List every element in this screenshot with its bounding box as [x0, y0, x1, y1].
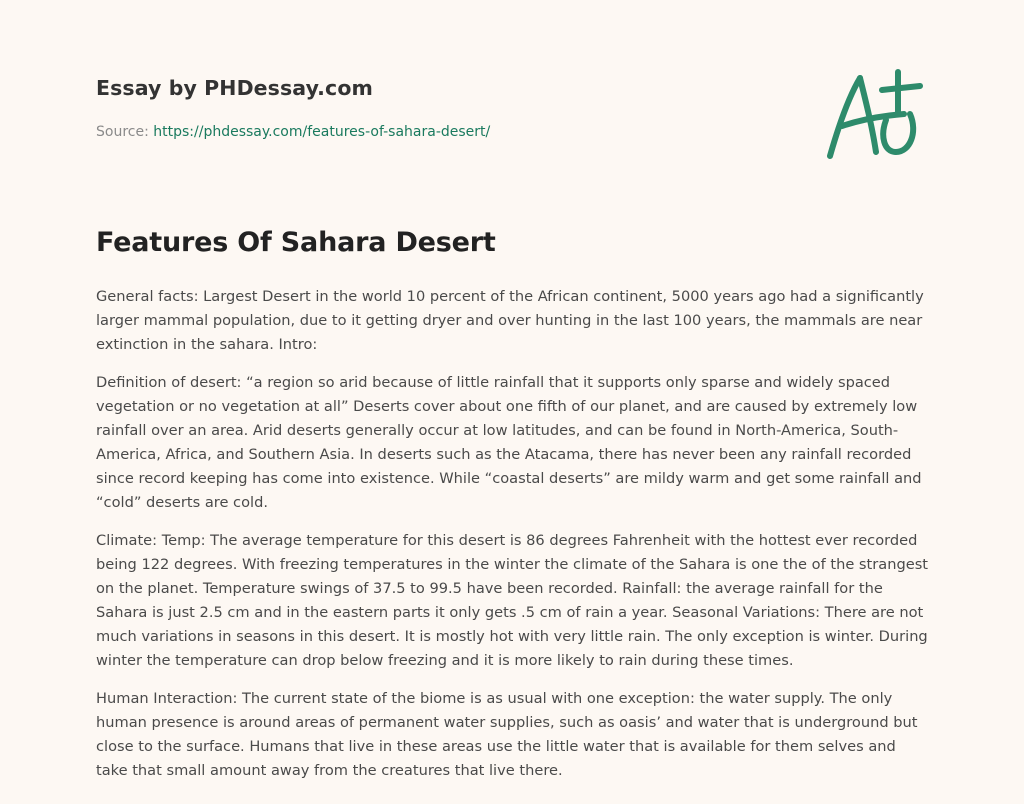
paragraph-general-facts: General facts: Largest Desert in the world 10 percent of the African continent, 5000 years ago had a significantly larger mammal population, due to it getting dryer and over hunting in the last 100 years, the mammals are near extinction in the sahara. Intro:: [96, 288, 924, 354]
essay-body: [96, 285, 930, 797]
source-link[interactable]: https://phdessay.com/features-of-sahara-desert/: [153, 124, 491, 140]
paragraph-definition: Definition of desert: “a region so arid because of little rainfall that it supports only sparse and widely spaced vegetation or no vegetation at all” Deserts cover about one fifth of our planet, and are caused by extremely low rainfall over an area. Arid deserts generally occur at low latitudes, and can be found in North-America, South-America, Africa, and Southern Asia. In deserts such as the Atacama, there has never been any rainfall recorded since record keeping has come into existence. While “coastal deserts” are mildy warm and get some rainfall and “cold” deserts are cold.: [96, 373, 922, 512]
paragraph-climate: Climate: Temp: The average temperature for this desert is 86 degrees Fahrenheit with the hottest ever recorded being 122 degrees. With freezing temperatures in the winter the climate of the Sahara is one the of the strangest on the planet. Temperature swings of 37.5 to 99.5 have been recorded. Rainfall: the average rainfall for the Sahara is just 2.5 cm and in the eastern parts it only gets .5 cm of rain a year. Seasonal Variations: There are not much variations in seasons in this desert. It is mostly hot with very little rain. The only exception is winter. During winter the temperature can drop below freezing and it is more likely to rain during these times.: [96, 531, 929, 670]
source-line: [96, 124, 796, 140]
brand-title: Essay by PHDessay.com: [96, 76, 373, 100]
page-title: Features Of Sahara Desert: [96, 227, 496, 258]
source-label: Source:: [96, 124, 154, 140]
a-plus-grade-icon: [818, 66, 928, 166]
paragraph-human-interaction: Human Interaction: The current state of the biome is as usual with one exception: the water supply. The only human presence is around areas of permanent water supplies, such as oasis’ and water that is underground but close to the surface. Humans that live in these areas use the little water that is available for them selves and take that small amount away from the creatures that live there.: [96, 689, 918, 780]
essay-header: [96, 76, 796, 140]
